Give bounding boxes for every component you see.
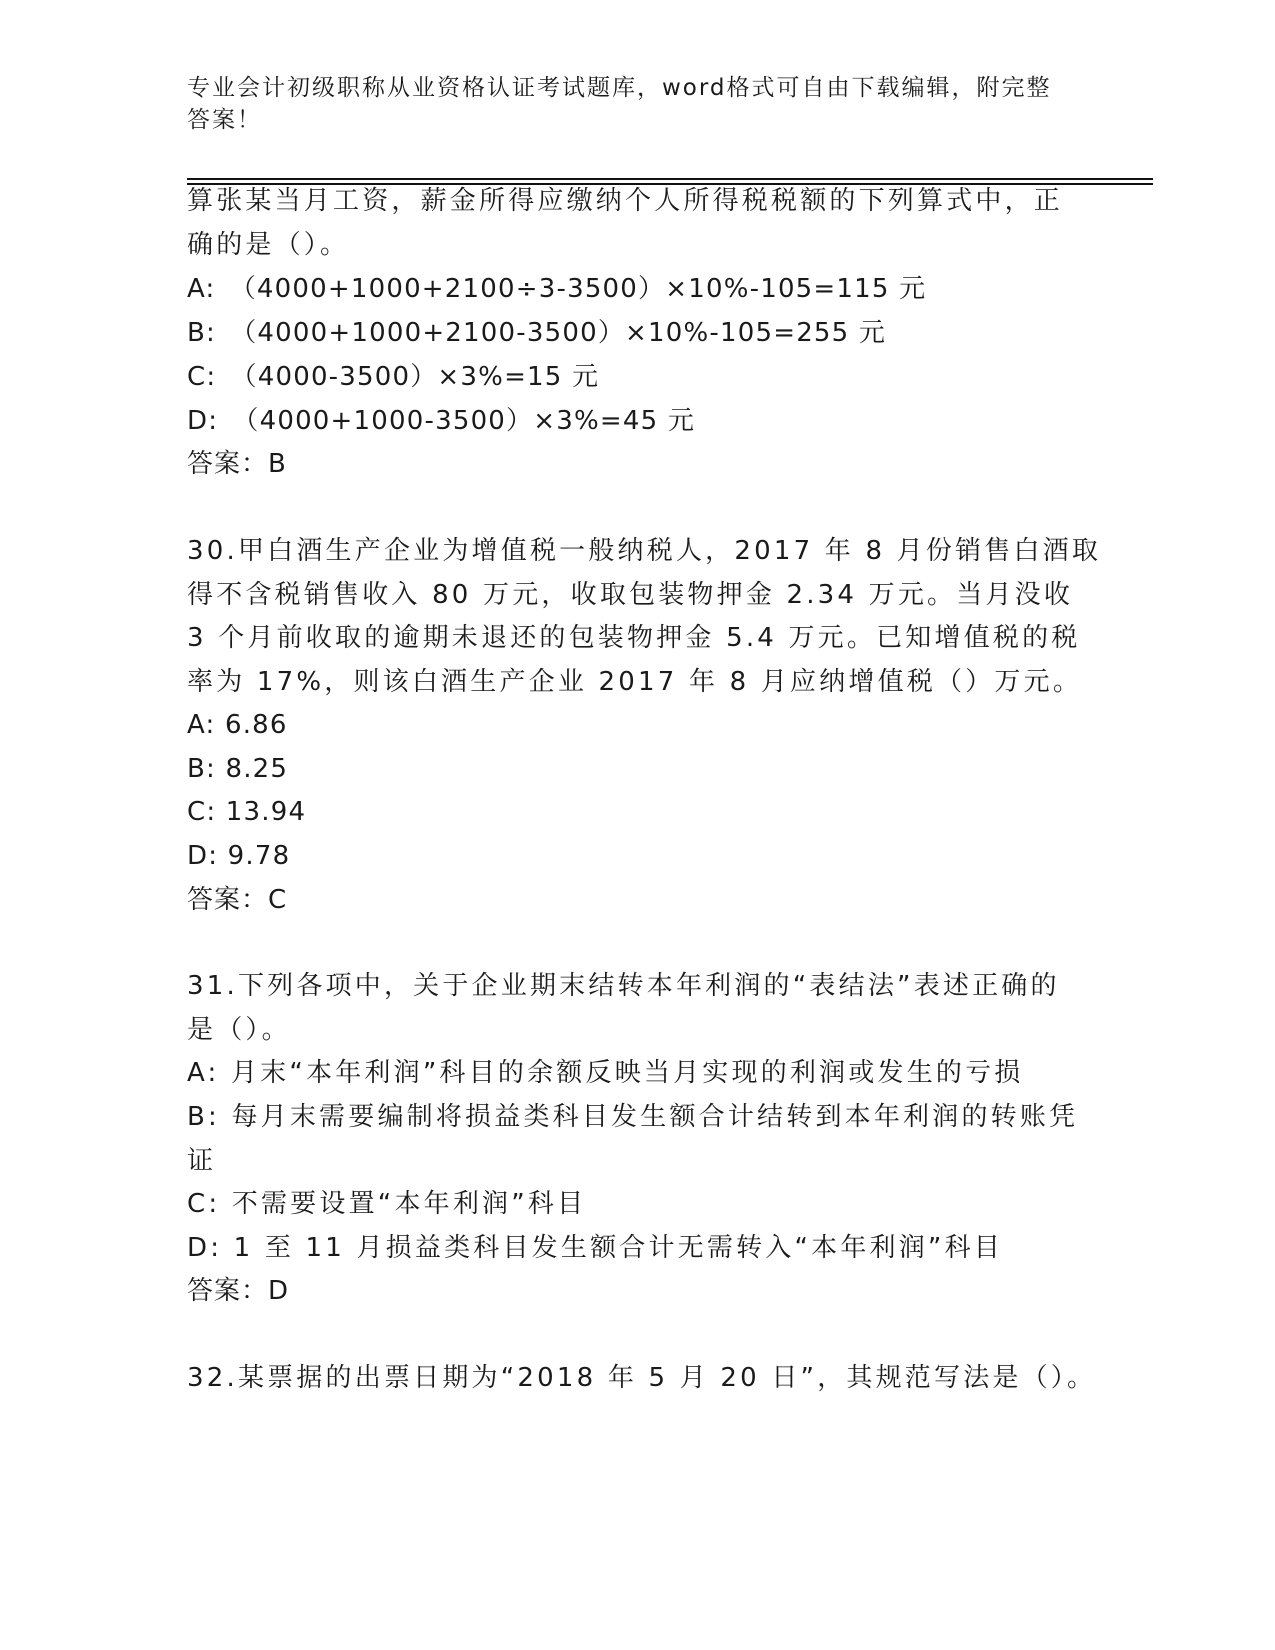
header-divider-double [187, 183, 1153, 185]
question-stem-line: 算张某当月工资，薪金所得应缴纳个人所得税税额的下列算式中，正 [187, 186, 1064, 216]
option-d: D: （4000+1000-3500）×3%=45 元 [187, 406, 696, 436]
question-30-stem-line: 率为 17%，则该白酒生产企业 2017 年 8 月应纳增值税（）万元。 [187, 667, 1083, 697]
question-31-option-b: B: 每月末需要编制将损益类科目发生额合计结转到本年利润的转账凭 [187, 1102, 1079, 1132]
option-a: A: （4000+1000+2100÷3-3500）×10%-105=115 元 [187, 274, 927, 304]
question-30-answer: 答案：C [187, 885, 288, 915]
question-31-option-c: C: 不需要设置“本年利润”科目 [187, 1189, 587, 1219]
question-31-answer: 答案：D [187, 1276, 290, 1306]
question-stem-line: 确的是（）。 [187, 230, 350, 260]
question-30-stem-line: 30.甲白酒生产企业为增值税一般纳税人，2017 年 8 月份销售白酒取 [187, 536, 1102, 566]
question-31-stem-line: 31.下列各项中，关于企业期末结转本年利润的“表结法”表述正确的 [187, 971, 1060, 1001]
header-divider [187, 178, 1153, 180]
question-30-option-b: B: 8.25 [187, 754, 289, 784]
question-30-option-c: C: 13.94 [187, 797, 307, 827]
question-30-option-a: A: 6.86 [187, 710, 288, 740]
question-30-stem-line: 得不含税销售收入 80 万元，收取包装物押金 2.34 万元。当月没收 [187, 580, 1074, 610]
option-c: C: （4000-3500）×3%=15 元 [187, 362, 600, 392]
page-header: 专业会计初级职称从业资格认证考试题库，word格式可自由下载编辑，附完整答案！ [187, 75, 1052, 133]
question-31-stem-line: 是（）。 [187, 1015, 291, 1045]
question-32-stem-line: 32.某票据的出票日期为“2018 年 5 月 20 日”，其规范写法是（）。 [187, 1363, 1097, 1393]
question-30-stem-line: 3 个月前收取的逾期未退还的包装物押金 5.4 万元。已知增值税的税 [187, 623, 1081, 653]
question-31-option-a: A: 月末“本年利润”科目的余额反映当月实现的利润或发生的亏损 [187, 1058, 1024, 1088]
question-31-option-d: D: 1 至 11 月损益类科目发生额合计无需转入“本年利润”科目 [187, 1233, 1004, 1263]
question-30-option-d: D: 9.78 [187, 841, 291, 871]
question-31-option-b-cont: 证 [187, 1146, 217, 1176]
option-b: B: （4000+1000+2100-3500）×10%-105=255 元 [187, 318, 887, 348]
answer-line: 答案：B [187, 449, 287, 479]
